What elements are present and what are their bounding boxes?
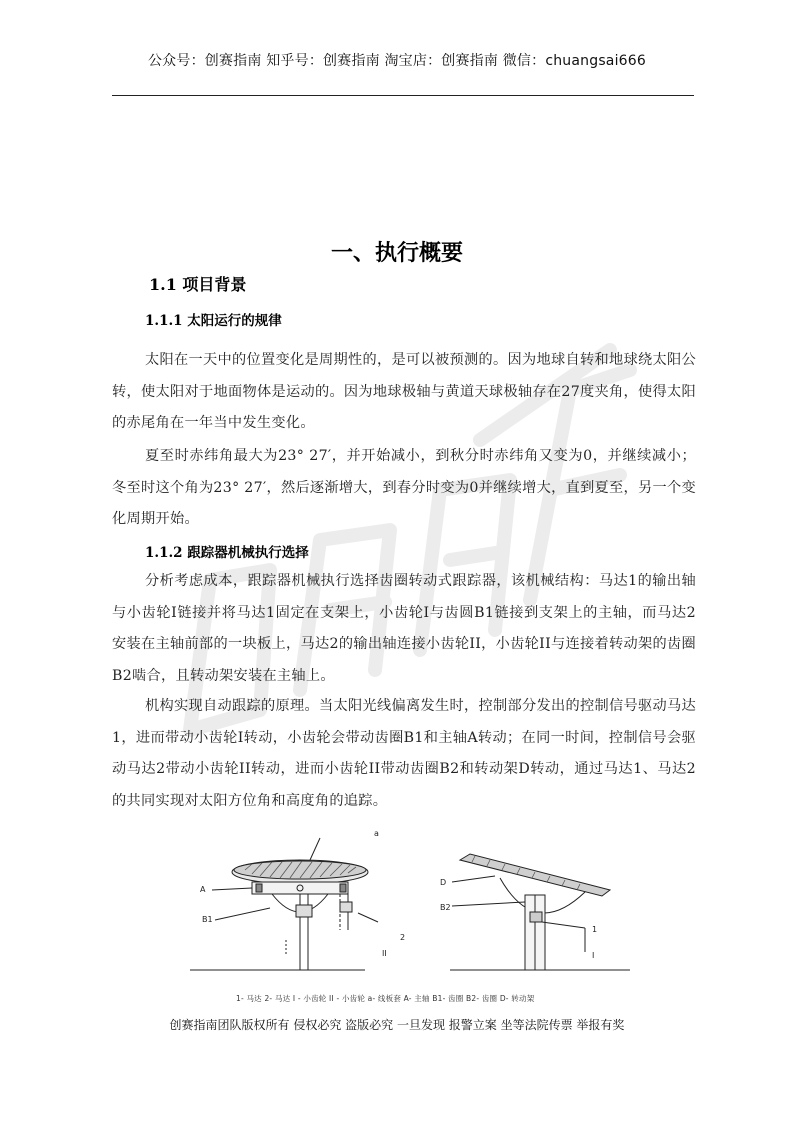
label-I: I [592,951,595,960]
tracker-mechanism-diagram [190,830,630,980]
header-divider [112,95,694,96]
paragraph: 机构实现自动跟踪的原理。当太阳光线偏离发生时，控制部分发出的控制信号驱动马达1，进而带动小齿轮I转动，小齿轮会带动齿圈B1和主轴A转动；在同一时间，控制信号会驱动马达2带动小齿轮II转动，进而小齿轮II带动齿圈B2和转动架D转动，通过马达1、马达2的共同实现对太阳方位角和高度角的追踪。 [112,698,696,809]
label-a: a [374,830,379,838]
chapter-title: 一、执行概要 [330,241,463,266]
label-B2: B2 [440,903,451,912]
label-B1: B1 [202,915,213,924]
diagram-right-view [450,854,630,970]
label-II: II [382,949,387,958]
label-D: D [440,878,447,887]
section-heading: 1.1 项目背景 [149,275,247,294]
label-A: A [200,885,206,894]
label-2: 2 [400,933,406,942]
page-header: 公众号：创赛指南 知乎号：创赛指南 淘宝店：创赛指南 微信：chuangsai666 [147,53,646,69]
paragraph: 夏至时赤纬角最大为23° 27′，并开始减小，到秋分时赤纬角又变为0，并继续减小；冬至时这个角为23° 27′，然后逐渐增大，到春分时变为0并继续增大，直到夏至，另一个变化周期开始。 [112,448,696,527]
diagram-left-view [190,838,378,970]
subsection-heading-1-1-1: 1.1.1 太阳运行的规律 [145,313,282,329]
page-footer: 创赛指南团队版权所有 侵权必究 盗版必究 一旦发现 报警立案 坐等法院传票 举报有奖 [169,1018,625,1032]
label-1: 1 [592,925,598,934]
paragraph: 分析考虑成本，跟踪器机械执行选择齿圈转动式跟踪器，该机械结构：马达1的输出轴与小齿轮I链接并将马达1固定在支架上，小齿轮I与齿圆B1链接到支架上的主轴，而马达2安装在主轴前部的一块板上，马达2的输出轴连接小齿轮II，小齿轮II与连接着转动架的齿圈B2啮合，且转动架安装在主轴上。 [112,573,696,684]
paragraph: 太阳在一天中的位置变化是周期性的，是可以被预测的。因为地球自转和地球绕太阳公转，使太阳对于地面物体是运动的。因为地球极轴与黄道天球极轴存在27度夹角，使得太阳的赤尾角在一年当中发生变化。 [112,352,696,431]
figure-caption: 1- 马达 2- 马达 I - 小齿轮 II - 小齿轮 a- 线板套 A- 主轴 B1- 齿圈 B2- 齿圈 D- 转动架 [236,994,535,1003]
subsection-heading-1-1-2: 1.1.2 跟踪器机械执行选择 [145,545,309,561]
